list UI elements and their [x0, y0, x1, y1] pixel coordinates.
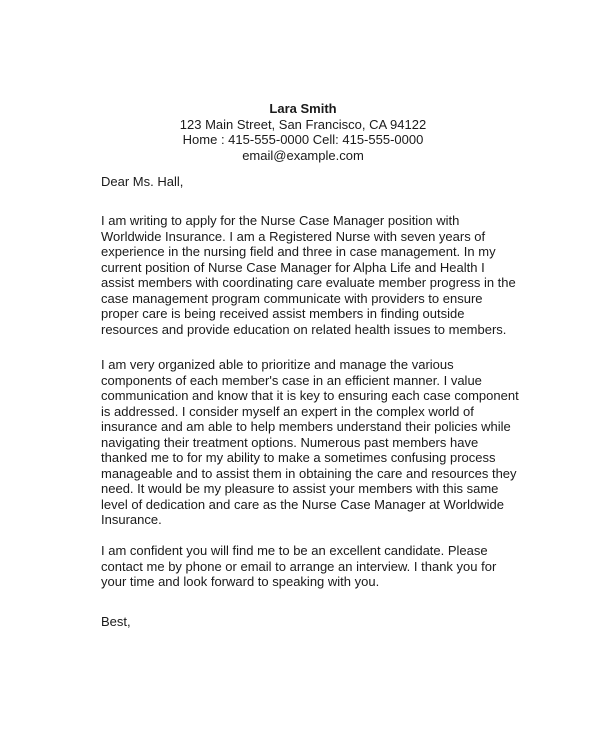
- sender-address: 123 Main Street, San Francisco, CA 94122: [179, 116, 427, 132]
- sender-email: email@example.com: [242, 147, 364, 163]
- paragraph-line: I am confident you will find me to be an excellent candidate. Please: [101, 543, 488, 558]
- paragraph-line: Insurance.: [101, 512, 162, 527]
- paragraph-line: current position of Nurse Case Manager for Alpha Life and Health I: [101, 259, 485, 275]
- paragraph-line: your time and look forward to speaking with you.: [101, 574, 380, 589]
- paragraph-line: case management program communicate with providers to ensure: [101, 290, 483, 306]
- paragraph-line: level of dedication and care as the Nurse Case Manager at Worldwide: [101, 496, 504, 512]
- paragraph-1: [101, 213, 516, 337]
- paragraph-3: [101, 543, 501, 590]
- paragraph-line: communication and know that it is key to ensuring each case component: [101, 388, 519, 403]
- paragraph-line: Worldwide Insurance. I am a Registered Nurse with seven years of: [101, 228, 486, 244]
- closing: Best,: [101, 614, 131, 629]
- paragraph-line: proper care is being received assist members in finding outside: [101, 306, 465, 321]
- paragraph-line: is addressed. I consider myself an expert in the complex world of: [101, 403, 474, 419]
- paragraph-line: thanked me to for my ability to make a sometimes confusing process: [101, 450, 496, 465]
- paragraph-line: components of each member's case in an efficient manner. I value: [101, 372, 482, 388]
- paragraph-line: resources and provide education on related health issues to members.: [101, 321, 507, 337]
- sender-phones: Home : 415-555-0000 Cell: 415-555-0000: [182, 132, 424, 147]
- paragraph-line: I am very organized able to prioritize and manage the various: [101, 357, 454, 372]
- salutation: Dear Ms. Hall,: [101, 174, 184, 189]
- sender-name: Lara Smith: [269, 101, 337, 116]
- paragraph-line: insurance and am able to help members understand their policies while: [101, 419, 511, 434]
- paragraph-line: assist members with coordinating care evaluate member progress in the: [101, 275, 516, 290]
- paragraph-line: navigating their treatment options. Numerous past members have: [101, 434, 479, 450]
- paragraph-line: I am writing to apply for the Nurse Case Manager position with: [101, 213, 460, 228]
- paragraph-line: manageable and to assist them in obtaining the care and resources they: [101, 465, 517, 481]
- letter-header: [0, 101, 600, 163]
- paragraph-line: need. It would be my pleasure to assist your members with this same: [101, 481, 499, 496]
- paragraph-2: [101, 357, 519, 528]
- paragraph-line: experience in the nursing field and three in case management. In my: [101, 244, 496, 259]
- paragraph-line: contact me by phone or email to arrange an interview. I thank you for: [101, 558, 497, 574]
